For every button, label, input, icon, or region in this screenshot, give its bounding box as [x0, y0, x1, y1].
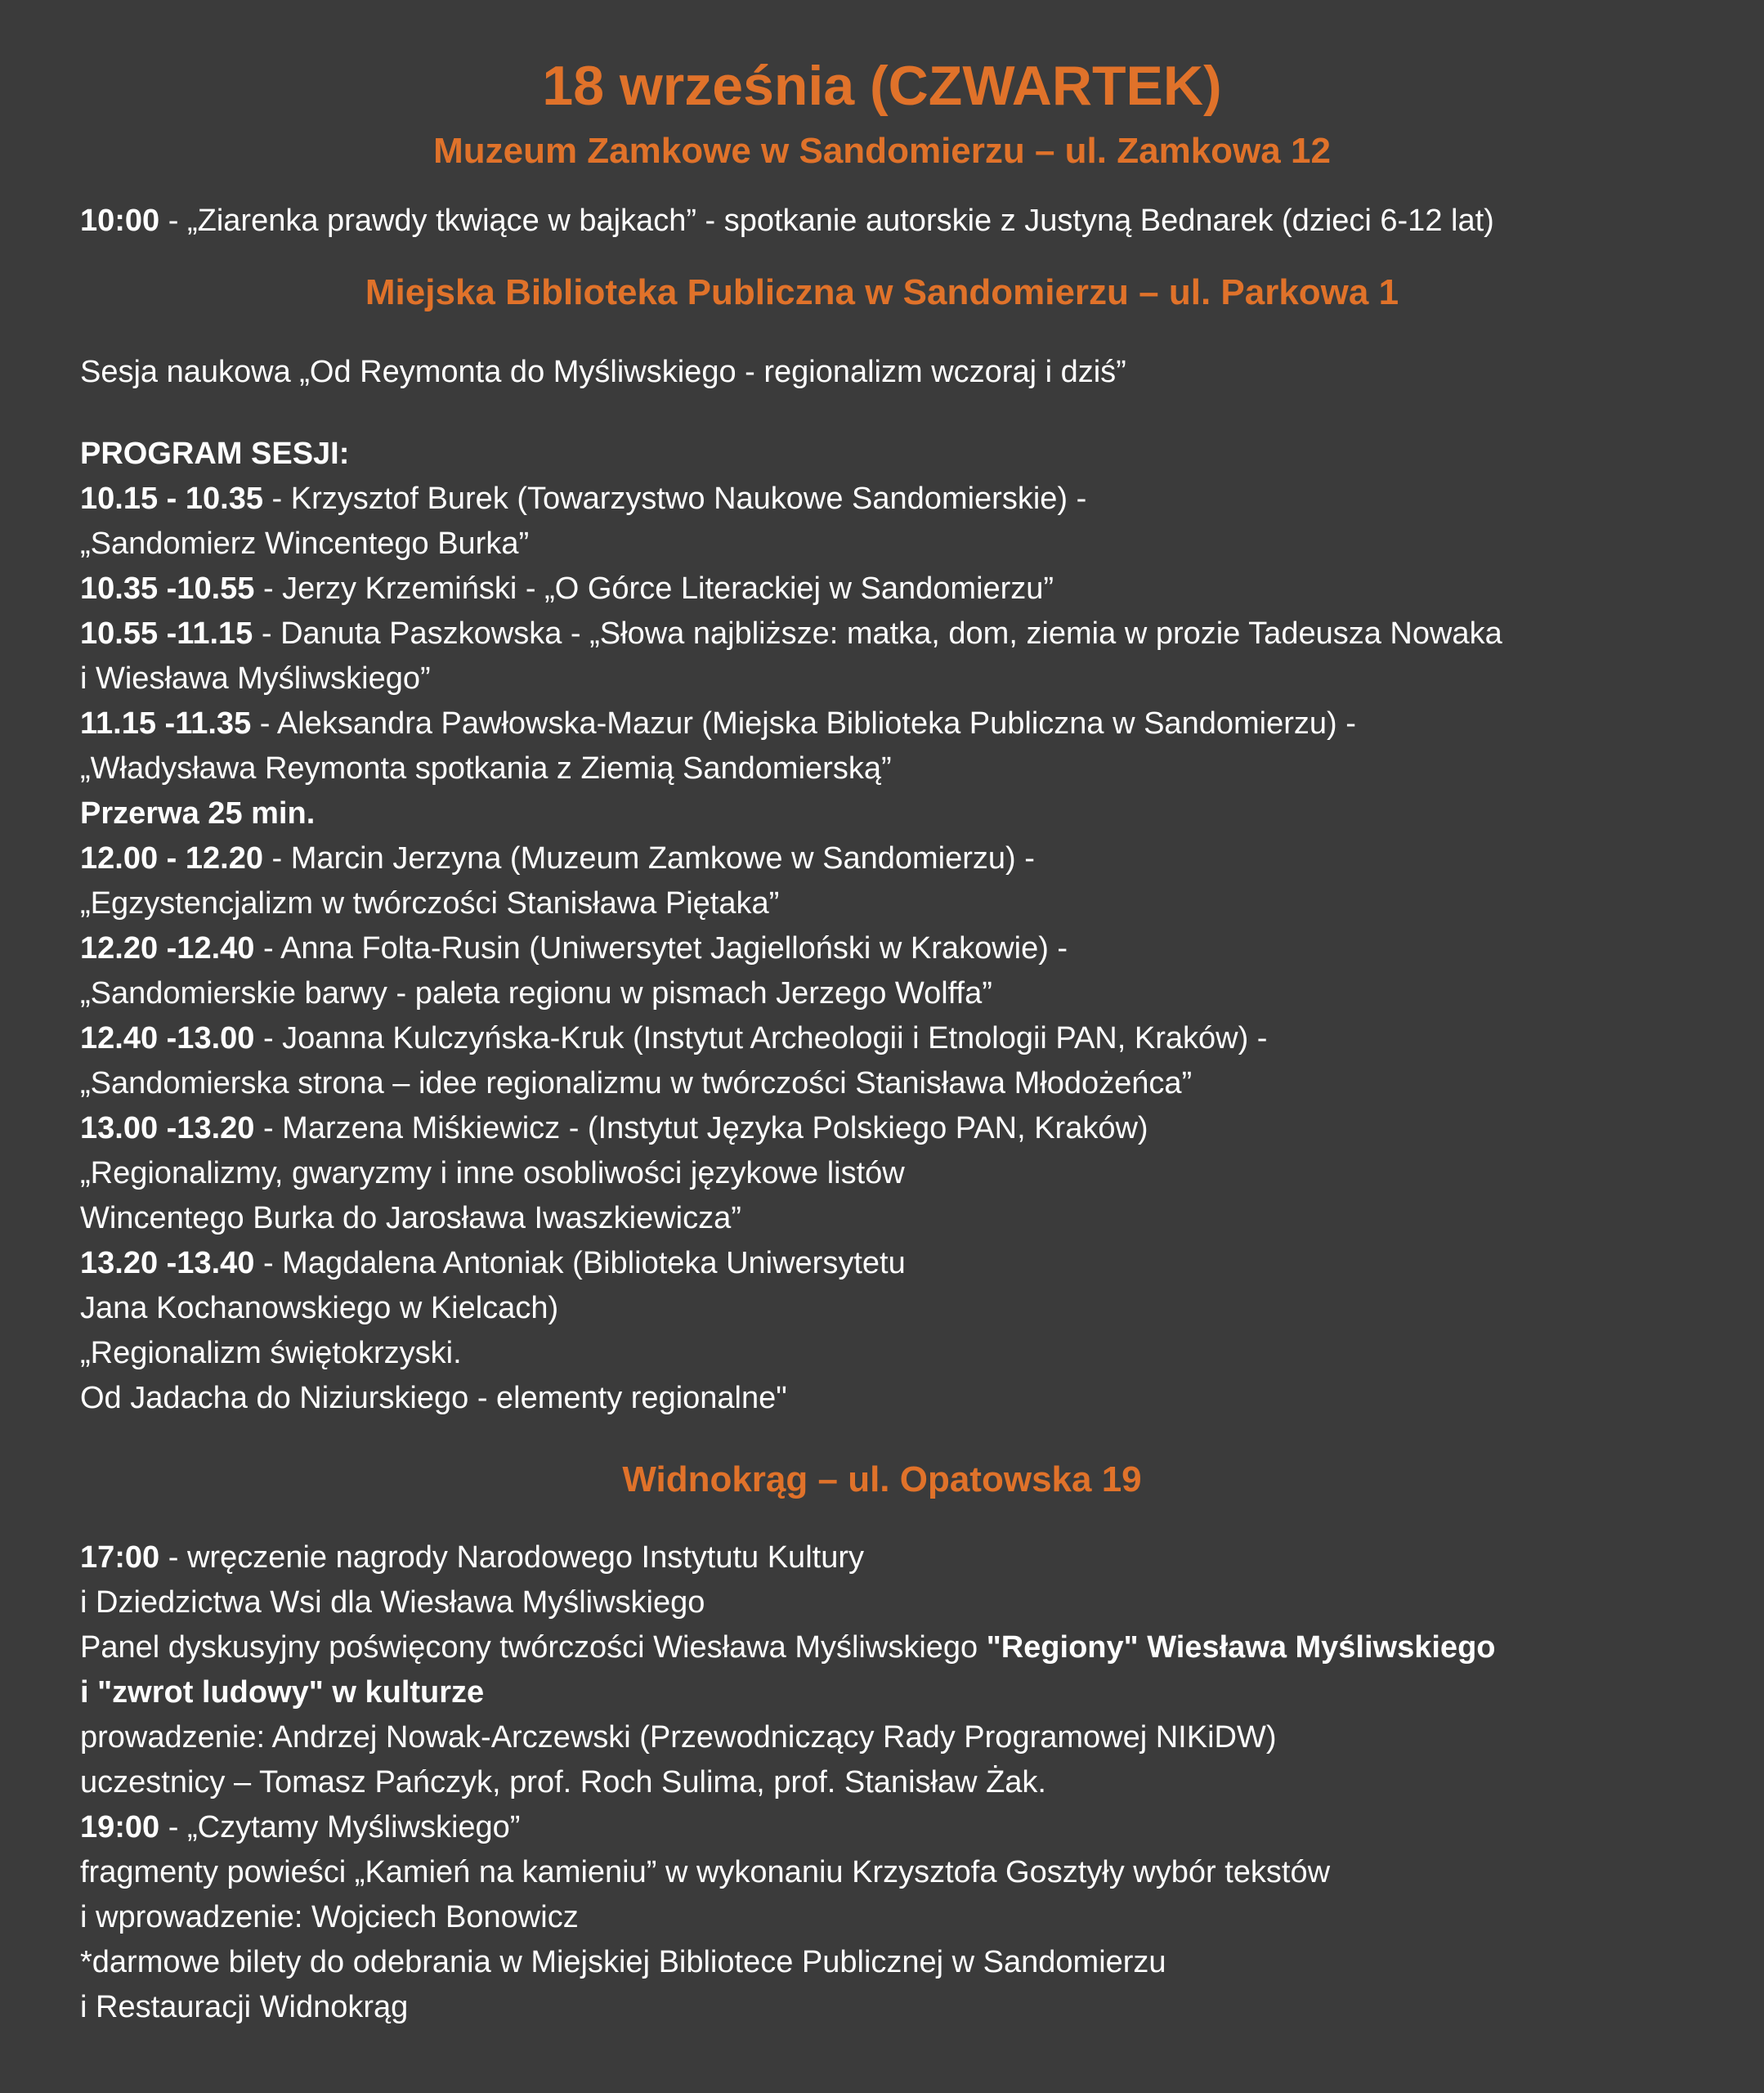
program-text: i Wiesława Myśliwskiego”: [80, 661, 431, 696]
program-time: 12.20 -12.40: [80, 931, 255, 966]
program-time: 13.00 -13.20: [80, 1111, 255, 1145]
program-text: „Regionalizmy, gwaryzmy i inne osobliwości językowe listów: [80, 1156, 905, 1190]
evening-text: *darmowe bilety do odebrania w Miejskiej Bibliotece Publicznej w Sandomierzu: [80, 1945, 1166, 1979]
evening-text: - „Czytamy Myśliwskiego”: [159, 1810, 521, 1844]
program-line: [80, 1153, 905, 1194]
evening-line: [80, 1807, 520, 1848]
evening-bold-text: 17:00: [80, 1540, 160, 1575]
program-text: - Marcin Jerzyna (Muzeum Zamkowe w Sandomierzu) -: [262, 841, 1035, 876]
program-line: [80, 703, 1356, 744]
evening-line: [80, 1897, 579, 1938]
event-description: - „Ziarenka prawdy tkwiące w bajkach” - spotkanie autorskie z Justyną Bednarek (dzieci 6-12 lat): [159, 204, 1494, 238]
event-time: 10:00: [80, 204, 160, 238]
program-line: [80, 883, 779, 924]
evening-line: [80, 1762, 1046, 1803]
evening-text: i Dziedzictwa Wsi dla Wiesława Myśliwskiego: [80, 1585, 705, 1620]
program-line: [80, 613, 1502, 654]
evening-bold-tail: "Regiony" Wiesława Myśliwskiego: [986, 1630, 1496, 1665]
evening-text: i Restauracji Widnokrąg: [80, 1990, 409, 2024]
evening-line: [80, 1942, 1166, 1983]
evening-line: [80, 1852, 1330, 1893]
program-text: - Krzysztof Burek (Towarzystwo Naukowe Sandomierskie) -: [262, 482, 1087, 516]
venue-heading-widnokrag: Widnokrąg – ul. Opatowska 19: [622, 1459, 1142, 1499]
evening-text: prowadzenie: Andrzej Nowak-Arczewski (Przewodniczący Rady Programowej NIKiDW): [80, 1720, 1277, 1755]
program-text: „Egzystencjalizm w twórczości Stanisława Piętaka”: [80, 886, 780, 921]
program-line: [80, 1288, 558, 1329]
museum-event-line: [80, 200, 1494, 241]
evening-text: Panel dyskusyjny poświęcony twórczości Wiesława Myśliwskiego: [80, 1630, 987, 1665]
event-date-title: 18 września (CZWARTEK): [542, 55, 1222, 117]
program-line: [80, 523, 529, 564]
program-text: - Aleksandra Pawłowska-Mazur (Miejska Biblioteka Publiczna w Sandomierzu) -: [251, 706, 1356, 741]
program-line: [80, 1063, 1192, 1104]
venue-heading-museum: Muzeum Zamkowe w Sandomierzu – ul. Zamkowa 12: [433, 131, 1331, 171]
program-time: 13.20 -13.40: [80, 1246, 255, 1280]
evening-line: [80, 1627, 1496, 1668]
program-text: Od Jadacha do Niziurskiego - elementy regionalne": [80, 1381, 787, 1415]
program-label: PROGRAM SESJI:: [80, 437, 350, 471]
program-text: Wincentego Burka do Jarosława Iwaszkiewicza”: [80, 1201, 741, 1235]
evening-bold-text: 19:00: [80, 1810, 160, 1844]
program-break-line: [80, 793, 315, 834]
program-text: - Joanna Kulczyńska-Kruk (Instytut Archeologii i Etnologii PAN, Kraków) -: [254, 1021, 1268, 1055]
program-time: 10.35 -10.55: [80, 571, 255, 606]
evening-line: [80, 1987, 408, 2028]
program-line: [80, 1108, 1148, 1149]
program-line: [80, 1378, 787, 1418]
evening-bold-text: i "zwrot ludowy" w kulturze: [80, 1675, 485, 1710]
venue-heading-library: Miejska Biblioteka Publiczna w Sandomierzu – ul. Parkowa 1: [365, 272, 1399, 312]
program-text: - Jerzy Krzemiński - „O Górce Literackiej w Sandomierzu”: [254, 571, 1054, 606]
program-line: [80, 1198, 741, 1239]
program-line: [80, 1333, 462, 1374]
session-title: Sesja naukowa „Od Reymonta do Myśliwskiego - regionalizm wczoraj i dziś”: [80, 355, 1126, 389]
program-line: [80, 1018, 1267, 1059]
program-time: 12.00 - 12.20: [80, 841, 263, 876]
program-text: - Danuta Paszkowska - „Słowa najbliższe: matka, dom, ziemia w prozie Tadeusza Nowaka: [253, 616, 1502, 651]
program-text: „Sandomierska strona – idee regionalizmu w twórczości Stanisława Młodożeńca”: [80, 1066, 1193, 1100]
program-time: 11.15 -11.35: [80, 706, 252, 741]
program-text: „Regionalizm świętokrzyski.: [80, 1336, 462, 1370]
evening-text: i wprowadzenie: Wojciech Bonowicz: [80, 1900, 579, 1934]
evening-text: - wręczenie nagrody Narodowego Instytutu Kultury: [159, 1540, 864, 1575]
program-time: 12.40 -13.00: [80, 1021, 255, 1055]
program-text: „Władysława Reymonta spotkania z Ziemią Sandomierską”: [80, 751, 892, 786]
program-line: [80, 973, 992, 1014]
program-line: [80, 838, 1035, 879]
program-text: „Sandomierz Wincentego Burka”: [80, 527, 530, 561]
evening-text: uczestnicy – Tomasz Pańczyk, prof. Roch Sulima, prof. Stanisław Żak.: [80, 1765, 1046, 1799]
program-line: [80, 568, 1054, 609]
evening-text: fragmenty powieści „Kamień na kamieniu” w wykonaniu Krzysztofa Gosztyły wybór tekstów: [80, 1855, 1331, 1889]
program-text: „Sandomierskie barwy - paleta regionu w pismach Jerzego Wolffa”: [80, 976, 992, 1011]
program-text: - Marzena Miśkiewicz - (Instytut Języka Polskiego PAN, Kraków): [254, 1111, 1148, 1145]
evening-line: [80, 1582, 705, 1623]
program-time: 10.15 - 10.35: [80, 482, 263, 516]
program-text: Jana Kochanowskiego w Kielcach): [80, 1291, 559, 1325]
program-text: - Magdalena Antoniak (Biblioteka Uniwersytetu: [254, 1246, 906, 1280]
program-line: [80, 478, 1086, 519]
program-text: - Anna Folta-Rusin (Uniwersytet Jagielloński w Krakowie) -: [254, 931, 1068, 966]
evening-line: [80, 1717, 1276, 1758]
program-line: [80, 658, 431, 699]
break-label: Przerwa 25 min.: [80, 796, 316, 831]
program-line: [80, 928, 1068, 969]
program-time: 10.55 -11.15: [80, 616, 253, 651]
program-line: [80, 748, 892, 789]
program-line: [80, 1243, 906, 1284]
evening-line: [80, 1537, 864, 1578]
evening-line: [80, 1672, 484, 1713]
